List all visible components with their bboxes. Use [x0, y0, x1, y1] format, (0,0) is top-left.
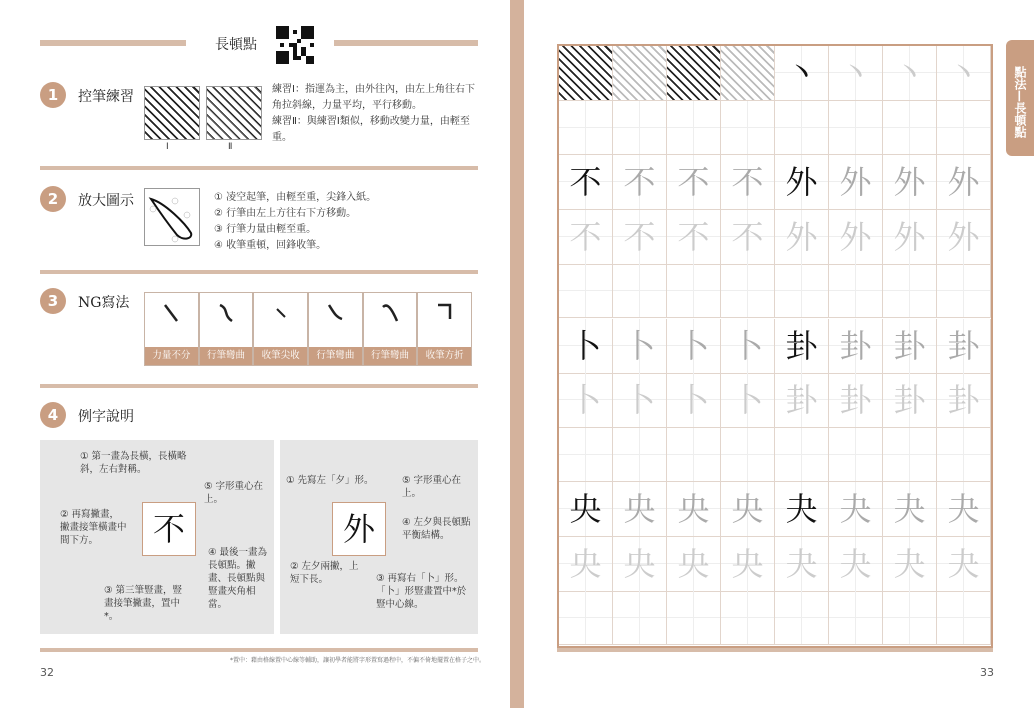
practice-cell[interactable]: 央: [559, 482, 613, 537]
ng-cell: [144, 292, 199, 366]
step-2: ② 行筆由左上方往右下方移動。: [214, 208, 357, 219]
practice-cell[interactable]: 夬: [775, 537, 829, 592]
practice-cell[interactable]: [613, 591, 667, 645]
practice-cell[interactable]: 卜: [613, 373, 667, 428]
practice-cell[interactable]: [559, 101, 613, 155]
practice-cell[interactable]: 不: [559, 210, 613, 265]
example1-note-1: ① 第一畫為長橫，長橫略斜，左右對稱。: [80, 451, 187, 475]
practice-cell[interactable]: [775, 428, 829, 482]
example1-note-5: ⑤ 字形重心在上。: [204, 481, 264, 505]
page-title: 長頓點: [215, 37, 257, 53]
example1-note-2: ② 再寫撇畫，撇畫接筆橫畫中間下方。: [60, 509, 127, 546]
ng-label: 力量不分: [145, 347, 198, 365]
practice-cell[interactable]: 卜: [721, 319, 775, 374]
practice-cell[interactable]: 夬: [883, 537, 937, 592]
page-number-left: 32: [40, 666, 54, 679]
practice-description: 練習Ⅰ：指運為主，由外往內，由左上角往右下角拉斜線，力量平均，平行移動。 練習Ⅱ：與練習Ⅰ類似，移動改變力量，由輕至重。: [272, 84, 475, 143]
practice-label-ii: Ⅱ: [228, 142, 233, 152]
example2-note-4: ④ 左夕與長頓點平衡結構。: [402, 517, 471, 541]
practice-cell[interactable]: [883, 591, 937, 645]
enlarged-stroke-diagram: [144, 188, 200, 246]
example2-note-2: ② 左夕兩撇，上短下長。: [290, 561, 359, 585]
practice-cell[interactable]: [559, 591, 613, 645]
practice-cell[interactable]: 夬: [775, 482, 829, 537]
header-bar-left: [40, 40, 186, 46]
practice-cell[interactable]: 外: [937, 210, 991, 265]
practice-row: [559, 482, 991, 536]
practice-cell[interactable]: 夬: [937, 482, 991, 537]
step-1: ① 凌空起筆，由輕至重，尖鋒入紙。: [214, 192, 377, 203]
practice-cell[interactable]: 卦: [829, 373, 883, 428]
ng-cell: [253, 292, 308, 366]
practice-row: [559, 155, 991, 209]
practice-cell[interactable]: 卦: [775, 319, 829, 374]
practice-cell[interactable]: 央: [613, 537, 667, 592]
divider: [40, 270, 478, 274]
practice-cell[interactable]: 外: [937, 155, 991, 210]
practice-cell[interactable]: [721, 46, 775, 101]
ng-cell: [363, 292, 418, 366]
practice-two-hatch: [206, 86, 262, 140]
practice-cell[interactable]: 外: [775, 210, 829, 265]
practice-cell[interactable]: 卦: [775, 373, 829, 428]
practice-cell[interactable]: 夬: [937, 537, 991, 592]
practice-row: [559, 101, 991, 155]
practice-cell[interactable]: 丶: [775, 46, 829, 101]
step-3: ③ 行筆力量由輕至重。: [214, 224, 317, 235]
practice-row: [559, 210, 991, 264]
section-title: NG寫法: [78, 295, 130, 311]
practice-cell[interactable]: [721, 264, 775, 318]
practice-cell[interactable]: 外: [829, 155, 883, 210]
footnote: *置中：藉由格線置中心線等輔助，讓初學者能將字形置寫過程中，不偏不倚地擺置在格子之中。: [230, 657, 486, 664]
practice-cell[interactable]: 不: [721, 210, 775, 265]
divider: [40, 166, 478, 170]
practice-cell[interactable]: 不: [721, 155, 775, 210]
practice-row: [559, 537, 991, 591]
practice-row: [559, 591, 991, 645]
practice-cell[interactable]: 央: [559, 537, 613, 592]
practice-label-i: Ⅰ: [166, 142, 169, 152]
practice-grid: [557, 44, 993, 648]
practice-cell[interactable]: 不: [667, 210, 721, 265]
practice-cell[interactable]: [883, 101, 937, 155]
practice-cell[interactable]: 夬: [829, 482, 883, 537]
practice-cell[interactable]: 丶: [937, 46, 991, 101]
ng-cell: [417, 292, 472, 366]
practice-cell[interactable]: 卦: [829, 319, 883, 374]
practice-cell[interactable]: 夬: [883, 482, 937, 537]
enlarged-steps: [214, 190, 474, 254]
footer-bar: [40, 648, 478, 652]
practice-cell[interactable]: [829, 428, 883, 482]
example2-note-3: ③ 再寫右「卜」形。「卜」形豎畫置中*於豎中心線。: [376, 573, 467, 610]
section-number: 2: [40, 186, 66, 212]
practice-cell[interactable]: 央: [721, 537, 775, 592]
practice-cell[interactable]: [937, 428, 991, 482]
practice-cell[interactable]: [829, 591, 883, 645]
practice-cell[interactable]: 夬: [829, 537, 883, 592]
practice-cell[interactable]: 外: [883, 210, 937, 265]
section-title: 放大圖示: [78, 193, 134, 209]
practice-cell[interactable]: 卦: [883, 373, 937, 428]
section-title: 控筆練習: [78, 89, 134, 105]
practice-cell[interactable]: [667, 46, 721, 101]
practice-cell[interactable]: [883, 428, 937, 482]
stroke-diagram-icon: [145, 189, 199, 245]
practice-cell[interactable]: [937, 264, 991, 318]
section-number: 1: [40, 82, 66, 108]
practice-cell[interactable]: 央: [667, 537, 721, 592]
practice-cell[interactable]: [775, 264, 829, 318]
practice-cell[interactable]: 外: [829, 210, 883, 265]
example-char-2: 外: [332, 502, 386, 556]
practice-cell[interactable]: [775, 101, 829, 155]
footer-bar-right: [557, 648, 993, 652]
practice-cell[interactable]: 卜: [667, 319, 721, 374]
practice-row: [559, 319, 991, 373]
ng-cell: [199, 292, 254, 366]
practice-cell[interactable]: 卦: [883, 319, 937, 374]
practice-cell[interactable]: [775, 591, 829, 645]
book-spine: [510, 0, 524, 708]
practice-cell[interactable]: 卜: [559, 319, 613, 374]
example2-note-1: ① 先寫左「夕」形。: [286, 475, 374, 486]
practice-cell[interactable]: 不: [667, 155, 721, 210]
ng-label: 收筆方折: [418, 347, 471, 365]
practice-cell[interactable]: [721, 428, 775, 482]
practice-cell[interactable]: 不: [613, 155, 667, 210]
example-char-1: 不: [142, 502, 196, 556]
step-4: ④ 收筆重頓，回鋒收筆。: [214, 240, 327, 251]
ng-label: 行筆彎曲: [309, 347, 362, 365]
practice-row: [559, 373, 991, 427]
practice-cell[interactable]: 外: [883, 155, 937, 210]
chapter-tab[interactable]: 點法—長頓點: [1006, 40, 1034, 156]
practice-one-hatch: [144, 86, 200, 140]
header-bar-right: [334, 40, 478, 46]
practice-cell[interactable]: 外: [775, 155, 829, 210]
practice-cell[interactable]: 卜: [559, 373, 613, 428]
practice-cell[interactable]: [559, 428, 613, 482]
practice-cell[interactable]: 央: [667, 482, 721, 537]
practice-cell[interactable]: [613, 46, 667, 101]
section-title: 例字說明: [78, 409, 134, 425]
practice-cell[interactable]: [613, 428, 667, 482]
ng-cell: [308, 292, 363, 366]
ng-label: 行筆彎曲: [364, 347, 417, 365]
ng-label: 收筆尖收: [254, 347, 307, 365]
practice-cell[interactable]: [667, 428, 721, 482]
practice-cell[interactable]: 卜: [667, 373, 721, 428]
practice-row: [559, 428, 991, 482]
practice-cell[interactable]: 卜: [721, 373, 775, 428]
practice-cell[interactable]: [667, 264, 721, 318]
practice-cell[interactable]: 不: [559, 155, 613, 210]
divider: [40, 384, 478, 388]
ng-label: 行筆彎曲: [200, 347, 253, 365]
practice-cell[interactable]: [721, 101, 775, 155]
qr-code-icon[interactable]: [276, 26, 314, 64]
practice-cell[interactable]: [829, 264, 883, 318]
practice-cell[interactable]: 卜: [613, 319, 667, 374]
practice-cell[interactable]: [559, 264, 613, 318]
practice-cell[interactable]: 央: [613, 482, 667, 537]
practice-cell[interactable]: [883, 264, 937, 318]
practice-cell[interactable]: 央: [721, 482, 775, 537]
practice-row: [559, 264, 991, 318]
practice-cell[interactable]: 丶: [829, 46, 883, 101]
practice-cell[interactable]: 不: [613, 210, 667, 265]
practice-cell[interactable]: [937, 101, 991, 155]
example-panel-1: [40, 440, 274, 634]
page-number-right: 33: [980, 666, 994, 679]
section-number: 4: [40, 402, 66, 428]
practice-cell[interactable]: [559, 46, 613, 101]
practice-cell[interactable]: [667, 591, 721, 645]
example2-note-5: ⑤ 字形重心在上。: [402, 475, 462, 499]
practice-cell[interactable]: [667, 101, 721, 155]
practice-cell[interactable]: [613, 101, 667, 155]
practice-cell[interactable]: [829, 101, 883, 155]
practice-cell[interactable]: 卦: [937, 319, 991, 374]
section-number: 3: [40, 288, 66, 314]
example-panel-2: [280, 440, 478, 634]
practice-cell[interactable]: [721, 591, 775, 645]
practice-cell[interactable]: 卦: [937, 373, 991, 428]
practice-cell[interactable]: 丶: [883, 46, 937, 101]
practice-row: [559, 46, 991, 100]
example1-note-4: ④ 最後一畫為長頓點。撇畫、長頓點與豎畫夾角相當。: [208, 547, 268, 610]
practice-cell[interactable]: [937, 591, 991, 645]
practice-cell[interactable]: [613, 264, 667, 318]
ng-examples: [144, 292, 472, 366]
example1-note-3: ③ 第三筆豎畫，豎畫接筆撇畫，置中*。: [104, 585, 183, 622]
